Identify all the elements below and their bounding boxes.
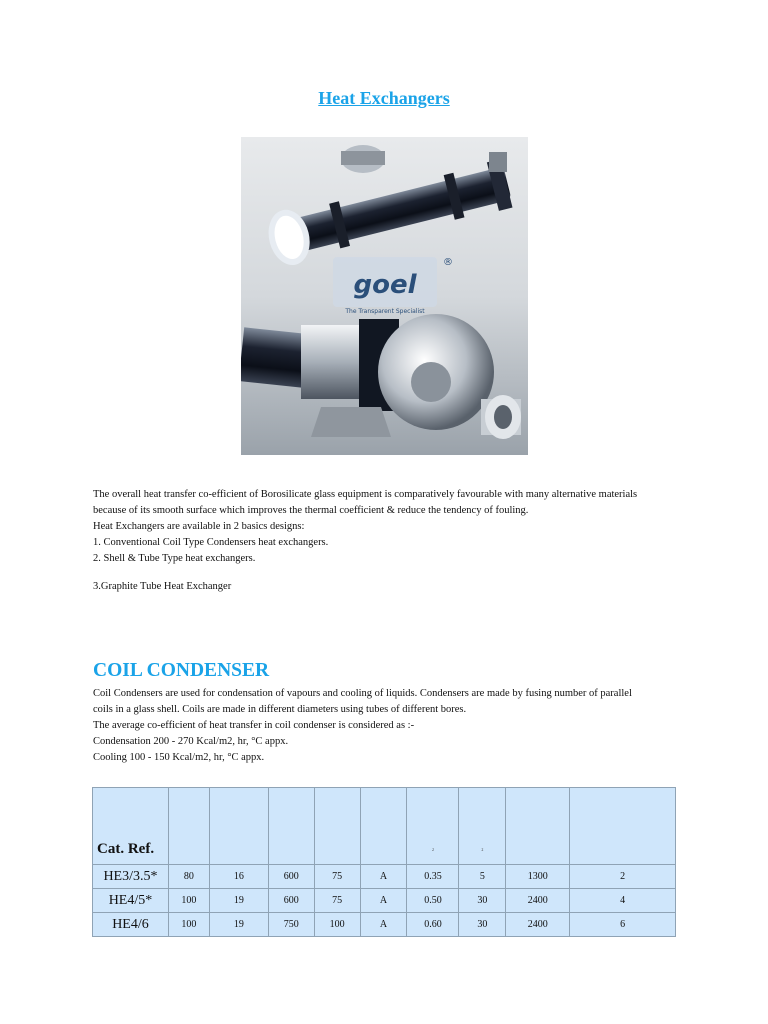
table-cell: 100 <box>314 913 360 937</box>
table-cell: 75 <box>314 889 360 913</box>
table-header-cell <box>268 788 314 865</box>
table-cell: A <box>360 889 407 913</box>
table-cell: 2 <box>570 865 676 889</box>
design-item: 2. Shell & Tube Type heat exchangers. <box>93 553 256 564</box>
table-cell: 2400 <box>506 889 570 913</box>
cat-ref-cell: HE4/6 <box>93 913 169 937</box>
table-header-cell <box>407 788 459 865</box>
coil-line: Cooling 100 - 150 Kcal/m2, hr, °C appx. <box>93 752 265 763</box>
intro-text <box>93 487 693 595</box>
table-row <box>93 865 676 889</box>
table-cell: 5 <box>459 865 506 889</box>
cat-ref-cell: HE3/3.5* <box>93 865 169 889</box>
table-cell: 30 <box>459 889 506 913</box>
table-cell: 600 <box>268 865 314 889</box>
table-header-cell <box>168 788 209 865</box>
table-header-cell <box>506 788 570 865</box>
table-cell: 750 <box>268 913 314 937</box>
page-title: Heat Exchangers <box>318 88 450 108</box>
table-header-row <box>93 788 676 865</box>
svg-text:goel: goel <box>353 270 417 300</box>
heat-exchanger-illustration <box>241 137 528 455</box>
svg-text:®: ® <box>443 257 453 268</box>
coil-line: Condensation 200 - 270 Kcal/m2, hr, °C appx. <box>93 736 289 747</box>
intro-line: because of its smooth surface which improves the thermal coefficient & reduce the tendency of fouling. <box>93 505 529 516</box>
table-header-cell <box>360 788 407 865</box>
superscript-mark: 2 <box>481 847 484 852</box>
intro-line: Heat Exchangers are available in 2 basics designs: <box>93 521 305 532</box>
table-cell: 100 <box>168 913 209 937</box>
table-cell: 600 <box>268 889 314 913</box>
cat-ref-header: Cat. Ref. <box>93 788 169 865</box>
table-cell: 100 <box>168 889 209 913</box>
coil-description <box>93 686 693 766</box>
table-row <box>93 889 676 913</box>
table-header-cell <box>459 788 506 865</box>
table-cell: 0.35 <box>407 865 459 889</box>
design-item: 3.Graphite Tube Heat Exchanger <box>93 581 232 592</box>
table-cell: 1300 <box>506 865 570 889</box>
coil-line: coils in a glass shell. Coils are made in different diameters using tubes of different bores. <box>93 704 467 715</box>
table-header-cell <box>570 788 676 865</box>
heat-exchanger-photo <box>241 137 528 455</box>
table-cell: 2400 <box>506 913 570 937</box>
table-cell: 16 <box>209 865 268 889</box>
table-cell: 0.50 <box>407 889 459 913</box>
section-heading: COIL CONDENSER <box>93 660 270 681</box>
cat-ref-cell: HE4/5* <box>93 889 169 913</box>
superscript-mark: 2 <box>431 847 434 852</box>
table-cell: 19 <box>209 913 268 937</box>
table-cell: 4 <box>570 889 676 913</box>
design-item: 1. Conventional Coil Type Condensers heat exchangers. <box>93 537 329 548</box>
table-cell: 75 <box>314 865 360 889</box>
svg-text:The Transparent Specialist: The Transparent Specialist <box>345 308 425 315</box>
table-cell: 6 <box>570 913 676 937</box>
table-cell: 80 <box>168 865 209 889</box>
table-row <box>93 913 676 937</box>
table-cell: A <box>360 913 407 937</box>
coil-condenser-table <box>92 787 676 937</box>
table-cell: 30 <box>459 913 506 937</box>
intro-line: The overall heat transfer co-efficient of Borosilicate glass equipment is comparatively favourable with many alternative materials <box>93 489 638 500</box>
table-header-cell <box>209 788 268 865</box>
table-cell: 19 <box>209 889 268 913</box>
coil-line: The average co-efficient of heat transfer in coil condenser is considered as :- <box>93 720 415 731</box>
table-header-cell <box>314 788 360 865</box>
table-cell: 0.60 <box>407 913 459 937</box>
table-cell: A <box>360 865 407 889</box>
coil-line: Coil Condensers are used for condensation of vapours and cooling of liquids. Condensers are made by fusing number of parallel <box>93 688 632 699</box>
